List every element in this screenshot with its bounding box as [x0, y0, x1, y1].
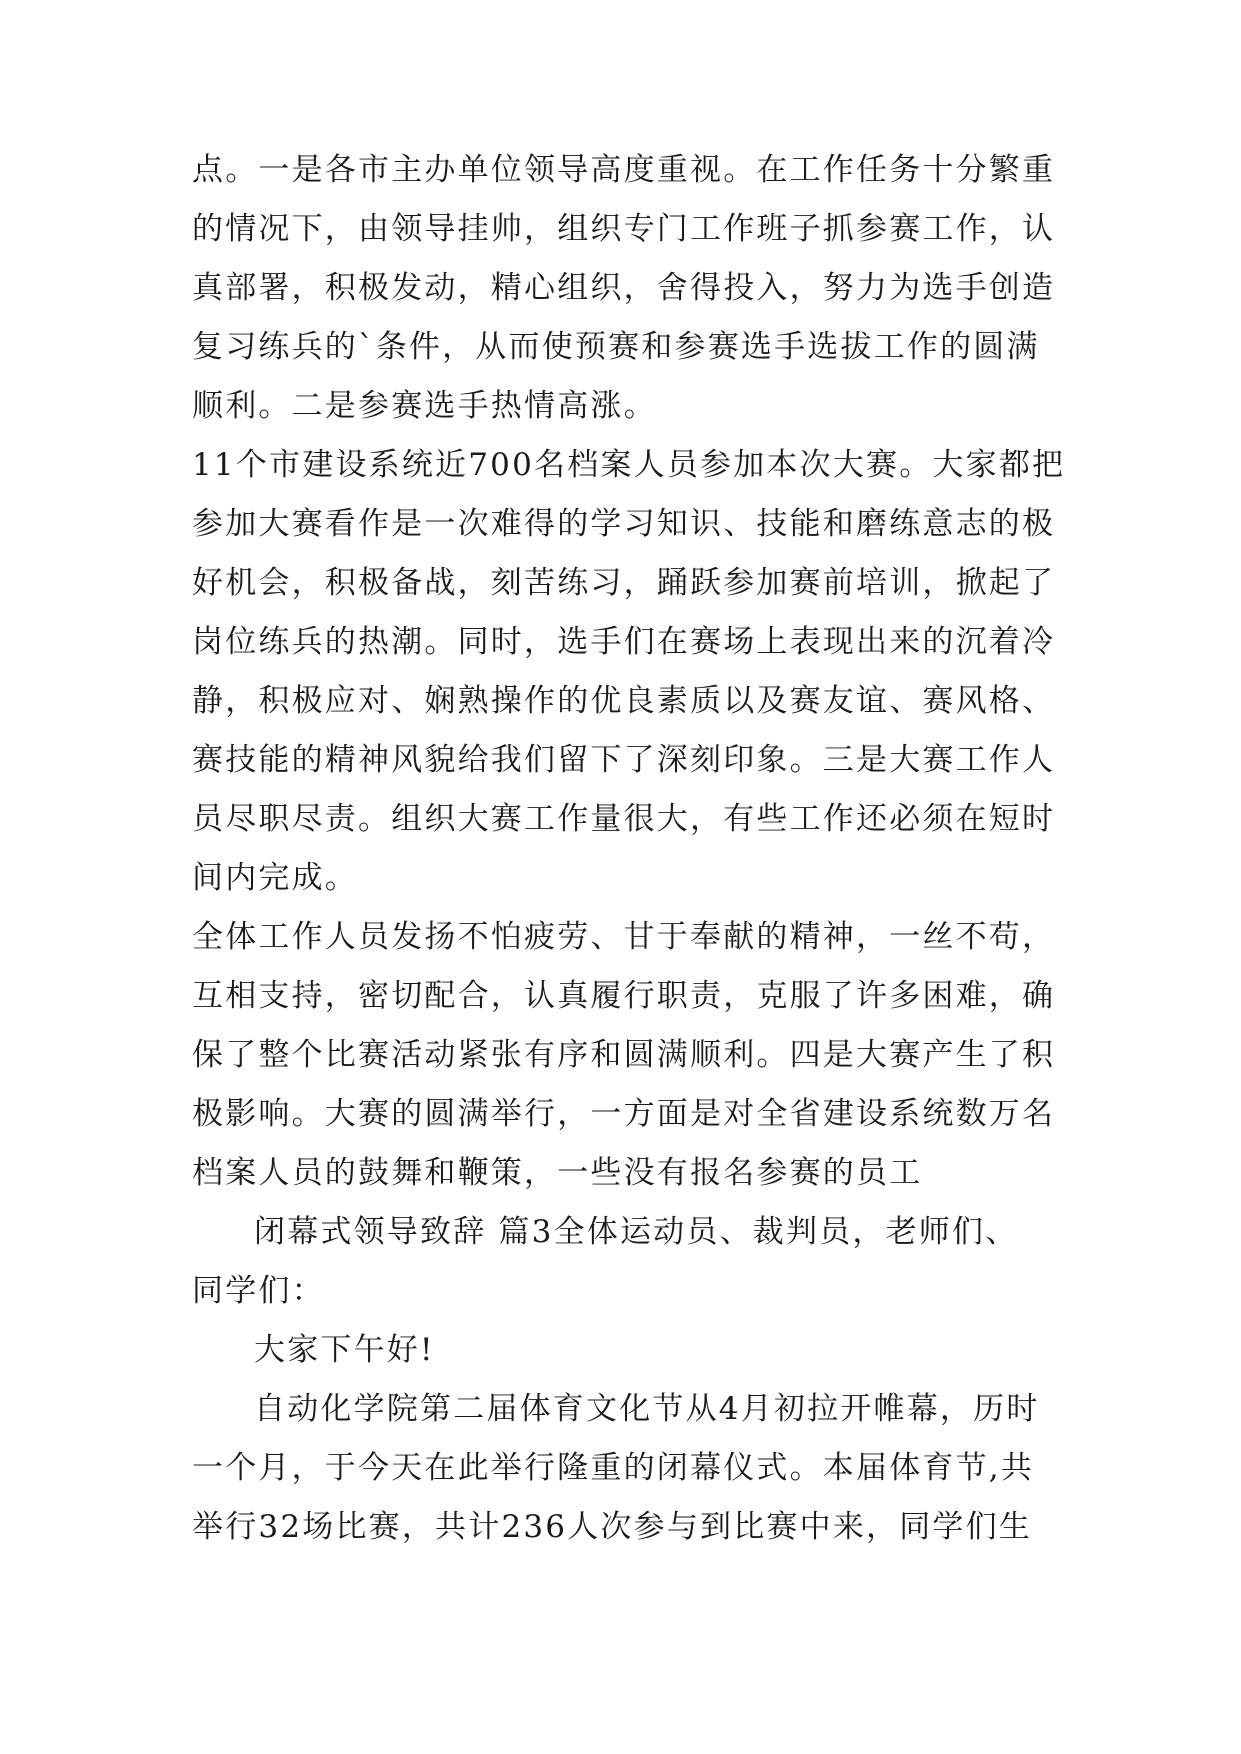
text-line: 静，积极应对、娴熟操作的优良素质以及赛友谊、赛风格、 [192, 683, 1056, 719]
text-line: 互相支持，密切配合，认真履行职责，克服了许多困难，确 [192, 978, 1056, 1014]
text-line: 的情况下，由领导挂帅，组织专门工作班子抓参赛工作，认 [192, 211, 1056, 247]
text-line: 全体工作人员发扬不怕疲劳、甘于奉献的精神，一丝不苟， [192, 919, 1056, 955]
text-line: 举行32场比赛，共计236人次参与到比赛中来，同学们生 [192, 1509, 1033, 1545]
text-line: 一个月，于今天在此举行隆重的闭幕仪式。本届体育节,共 [192, 1450, 1035, 1486]
greeting-line: 大家下午好! [254, 1332, 435, 1368]
text-line: 11个市建设系统近700名档案人员参加本次大赛。大家都把 [192, 447, 1066, 483]
text-line: 员尽职尽责。组织大赛工作量很大，有些工作还必须在短时 [192, 801, 1056, 837]
text-line: 同学们： [192, 1273, 325, 1309]
text-line: 极影响。大赛的圆满举行，一方面是对全省建设系统数万名 [192, 1096, 1056, 1132]
text-line: 好机会，积极备战，刻苦练习，踊跃参加赛前培训，掀起了 [192, 565, 1056, 601]
text-line: 保了整个比赛活动紧张有序和圆满顺利。四是大赛产生了积 [192, 1037, 1056, 1073]
text-line: 复习练兵的`条件，从而使预赛和参赛选手选拔工作的圆满 [192, 329, 1040, 365]
text-line: 赛技能的精神风貌给我们留下了深刻印象。三是大赛工作人 [192, 742, 1056, 778]
text-line: 参加大赛看作是一次难得的学习知识、技能和磨练意志的极 [192, 506, 1056, 542]
text-line: 点。一是各市主办单位领导高度重视。在工作任务十分繁重 [192, 152, 1056, 188]
section-heading-line: 闭幕式领导致辞 篇3全体运动员、裁判员，老师们、 [254, 1214, 1019, 1250]
text-line: 真部署，积极发动，精心组织，舍得投入，努力为选手创造 [192, 270, 1056, 306]
text-line: 顺利。二是参赛选手热情高涨。 [192, 388, 657, 424]
text-line: 岗位练兵的热潮。同时，选手们在赛场上表现出来的沉着冷 [192, 624, 1056, 660]
text-line: 间内完成。 [192, 860, 358, 896]
text-line: 档案人员的鼓舞和鞭策，一些没有报名参赛的员工 [192, 1155, 923, 1191]
text-line: 自动化学院第二届体育文化节从4月初拉开帷幕，历时 [254, 1391, 1040, 1427]
